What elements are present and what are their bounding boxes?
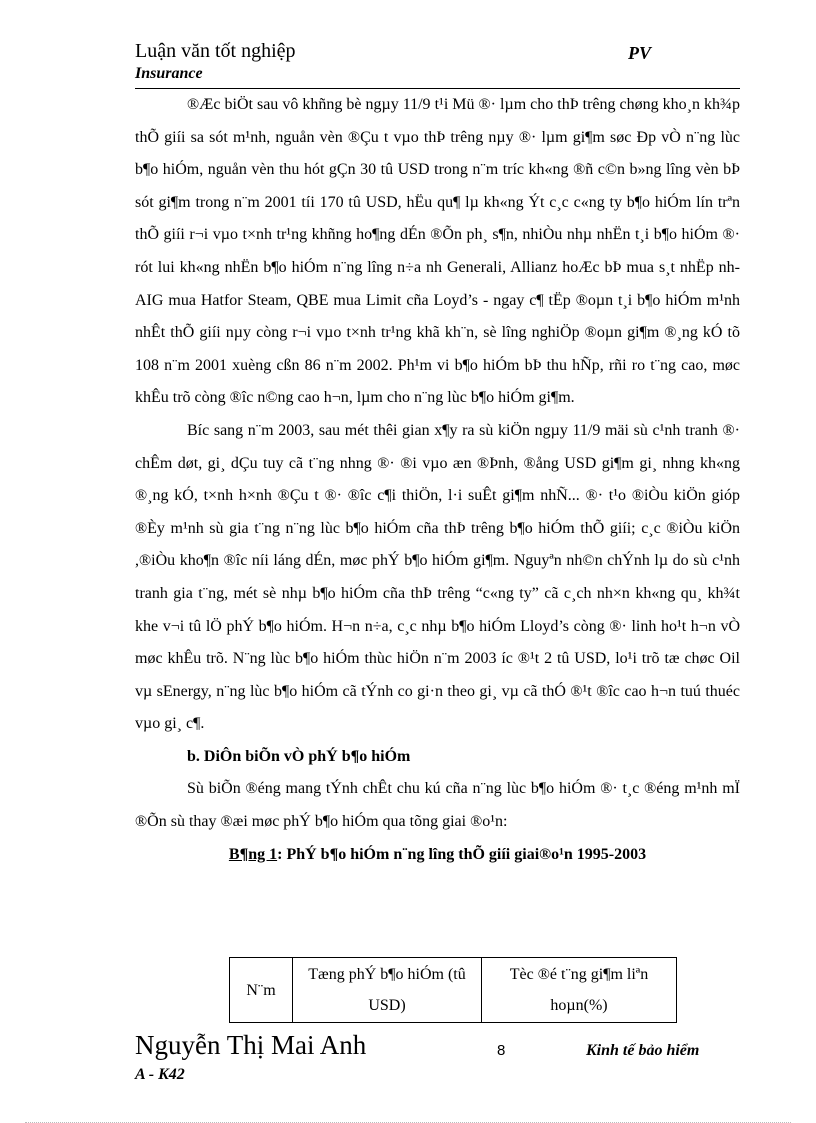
- footer-author: Nguyễn Thị Mai Anh: [135, 1030, 367, 1060]
- table-header-row: [230, 958, 677, 1023]
- footer-class: A - K42: [135, 1066, 185, 1083]
- header-pv: PV: [628, 43, 652, 63]
- premium-table: [229, 957, 677, 1023]
- table-caption-text: : PhÝ b¶o hiÓm n¨ng lîng thÕ giíi giai®o¹n 1995-2003: [277, 845, 647, 863]
- paragraph-1: ®Æc biÖt sau vô khñng bè ngµy 11/9 t¹i Mü ®· lµm cho thÞ trêng chøng kho¸n kh¾p thÕ giíi sa sót m¹nh, nguån vèn ®Çu t vµo thÞ trêng nµy ®· lµm gi¶m søc Ðp vÒ n¨ng lùc b¶o hiÓm, nguån vèn thu hót gÇn 30 tû USD trong n¨m tríc kh«ng ®ñ c©n b»ng lîng vèn bÞ sót gi¶m trong n¨m 2001 tíi 170 tû USD, hËu qu¶ lµ kh«ng Ýt c¸c c«ng ty b¶o hiÓm lín trªn thÕ giíi r¬i vµo t×nh tr¹ng khñng ho¶ng dÉn ®Õn ph¸ s¶n, nhiÒu nhµ nhËn t¸i b¶o hiÓm ®· rót lui kh«ng nhËn b¶o hiÓm n¨ng lîng n÷a nh Generali, Allianz hoÆc bÞ mua s¸t nhËp nh AIG mua Hatfor Steam, QBE mua Limit cña Loyd’s - ngay c¶ tËp ®oµn t¸i b¶o hiÓm m¹nh nhÊt thÕ giíi nµy còng r¬i vµo t×nh tr¹ng khã kh¨n, sè lîng nghiÖp ®oµn gi¶m ®¸ng kÓ tõ 108 n¨m 2001 xuèng cßn 86 n¨m 2002. Ph¹m vi b¶o hiÓm bÞ thu hÑp, rñi ro t¨ng cao, møc khÊu trõ còng ®îc n©ng cao h¬n, lµm cho n¨ng lùc b¶o hiÓm gi¶m.: [135, 96, 740, 407]
- page-header: [135, 40, 740, 89]
- col-header-total-premium: Tæng phÝ b¶o hiÓm (tû USD): [293, 958, 482, 1023]
- header-title: Luận văn tốt nghiệp: [135, 40, 296, 62]
- header-subtitle: Insurance: [135, 65, 203, 82]
- page-body: [135, 89, 740, 871]
- page-number: 8: [497, 1042, 506, 1059]
- footer-department: Kinh tế bảo hiểm: [586, 1042, 700, 1059]
- table-caption-label: B¶ng 1: [228, 845, 278, 863]
- table-caption: [135, 839, 740, 872]
- col-header-year: N¨m: [230, 958, 293, 1023]
- col-header-growth-rate: Tèc ®é t¨ng gi¶m liªn hoµn(%): [482, 958, 677, 1023]
- paragraph-3: Sù biÕn ®éng mang tÝnh chÊt chu kú cña n¨ng lùc b¶o hiÓm ®· t¸c ®éng m¹nh mÏ ®Õn sù thay ®æi møc phÝ b¶o hiÓm qua tõng giai ®o¹n:: [135, 780, 740, 831]
- paragraph-2: Bíc sang n¨m 2003, sau mét thêi gian x¶y ra sù kiÖn ngµy 11/9 mäi sù c¹nh tranh ®· chÊm døt, gi¸ dÇu tuy cã t¨ng nhng ®· ®i vµo æn ®Þnh, ®ång USD gi¶m gi¸ nhng kh«ng ®¸ng kÓ, t×nh h×nh ®Çu t ®· ®îc c¶i thiÖn, l·i suÊt gi¶m nhÑ... ®· t¹o ®iÒu kiÖn gióp ®Èy m¹nh sù gia t¨ng n¨ng lùc b¶o hiÓm cña thÞ trêng b¶o hiÓm thÕ giíi; c¸c ®iÒu kiÖn ,®iÒu kho¶n ®îc níi láng dÉn, møc phÝ b¶o hiÓm gi¶m. Nguyªn nh©n chÝnh lµ do sù c¹nh tranh gia t¨ng, mét sè nhµ b¶o hiÓm cña thÞ trêng “c«ng ty” cã c¸ch nh×n kh«ng qu¸ kh¾t khe v¬i tû lÖ phÝ b¶o hiÓm. H¬n n÷a, c¸c nhµ b¶o hiÓm Lloyd’s còng ®· linh ho¹t h¬n vÒ møc khÊu trõ. N¨ng lùc b¶o hiÓm thùc hiÖn n¨m 2003 íc ®¹t 2 tû USD, lo¹i trõ tæ chøc Oil vµ sEnergy, n¨ng lùc b¶o hiÓm cã tÝnh co gi·n theo gi¸ vµ cã thÓ ®¹t ®îc cao h¬n tuú thuéc vµo gi¸ c¶.: [135, 421, 740, 733]
- section-subheading: b. DiÔn biÕn vÒ phÝ b¶o hiÓm: [187, 747, 411, 765]
